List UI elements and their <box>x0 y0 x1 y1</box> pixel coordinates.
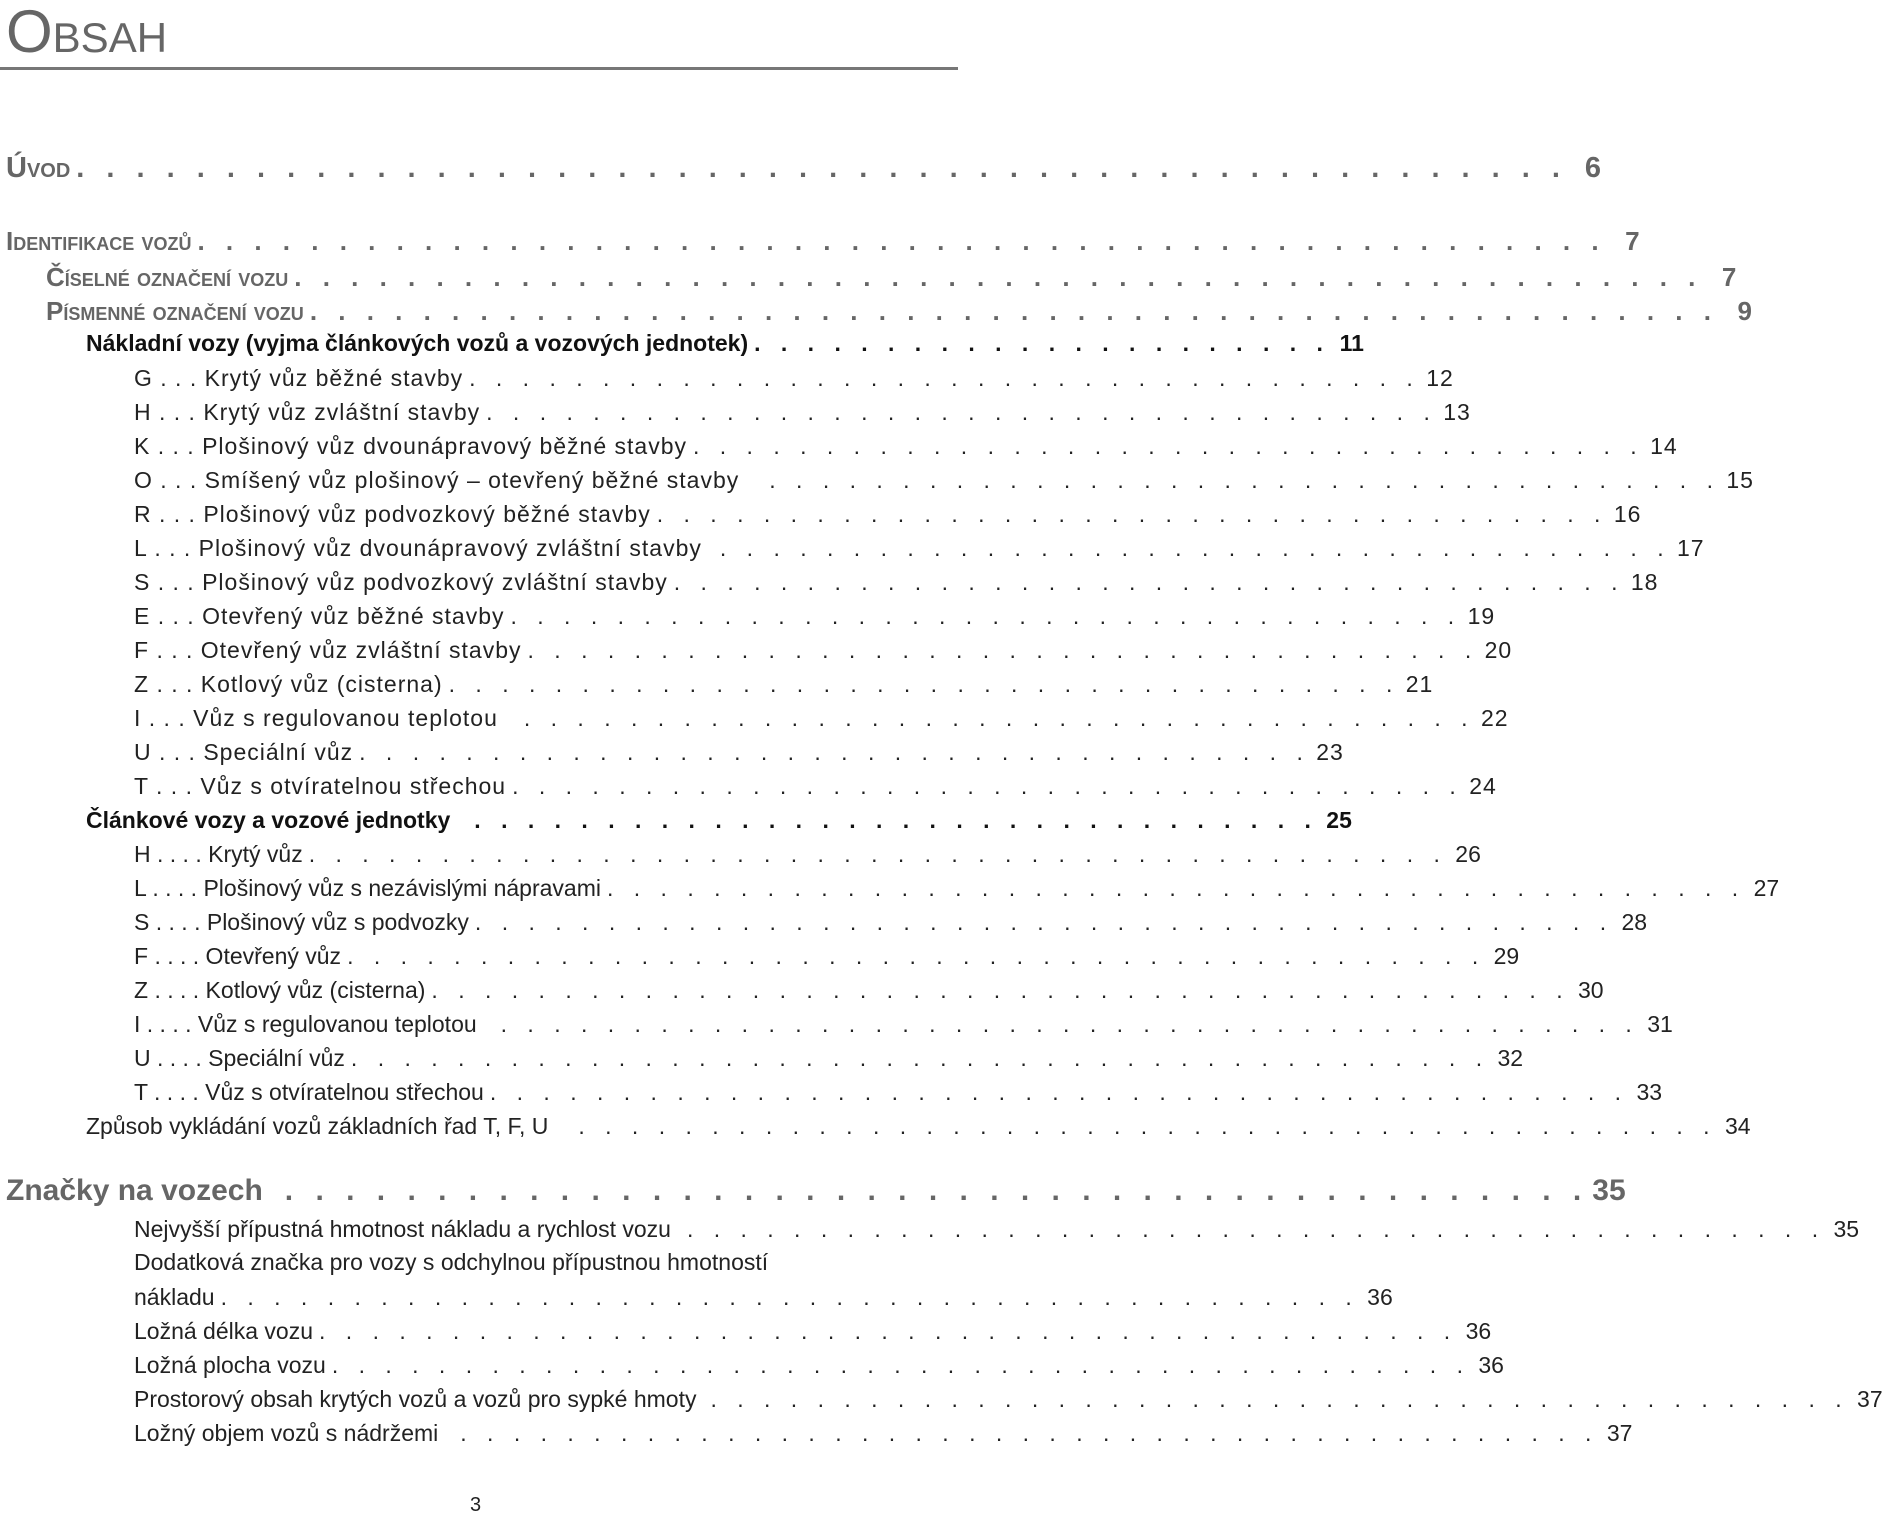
toc-page-number: 25 <box>1326 807 1352 833</box>
toc-page-number: 17 <box>1677 535 1705 561</box>
toc-leader: . . . . . . . . . . . . . . . . . . . . . . . . . . . . . . . . . . . . <box>693 433 1644 459</box>
toc-leader: . . . . . . . . . . . . . . . . . . . . . . . . . . . . . . . . . . . . <box>719 535 1671 561</box>
toc-leader: . . . . . . . . . . . . . . . . . . . . . . . . . . . . . . . . . . . . . . . . . . . <box>578 1113 1717 1139</box>
toc-page-number: 19 <box>1467 603 1496 629</box>
toc-leader: . . . . . . . . . . . . . . . . . . . . . . . . . . . . . . . . . . . . <box>656 501 1608 527</box>
toc-leader: . . . . . . . . . . . . . . . . . . . . . . . . . . . . . . . . . . . . <box>469 365 1420 391</box>
toc-entry-g[interactable] <box>134 365 1454 392</box>
toc-entry-h[interactable] <box>134 399 1471 426</box>
toc-leader: . . . . . . . . . . . . . . . . . . . . . . . . . . . . . . . . . . . . <box>359 739 1310 765</box>
toc-page-number: 24 <box>1469 773 1497 799</box>
toc-entry-identifikace[interactable] <box>6 226 1640 257</box>
toc-entry-text: U . . . Speciální vůz <box>134 739 354 765</box>
toc-page-number: 14 <box>1650 433 1678 459</box>
toc-entry-text: S . . . Plošinový vůz podvozkový zvláštní stavby <box>134 569 668 595</box>
toc-entry-dodatkova-line1[interactable]: Dodatková značka pro vozy s odchylnou přípustnou hmotností <box>134 1249 769 1275</box>
toc-entry-nejvyssi[interactable] <box>134 1216 1860 1243</box>
toc-leader: . . . . . . . . . . . . . . . . . . . . . . . . . . . . . . . . . . . . . . . . . . . . . . . . . . <box>309 296 1718 326</box>
toc-entry-text: U . . . . Speciální vůz <box>134 1045 345 1071</box>
toc-leader: . . . . . . . . . . . . . . . . . . . . . . . . . . . . . . . . . . . . . . . . . . . <box>331 1352 1470 1378</box>
toc-leader: . . . . . . . . . . . . . . . . . . . . . . . . . . . . . . . . . . . . . . . . . . . <box>460 1420 1599 1446</box>
toc-entry-cl-t[interactable] <box>134 1079 1663 1106</box>
toc-entry-zpusob[interactable] <box>86 1113 1751 1140</box>
toc-leader: . . . . . . . . . . . . . . . . . . . . . . . . . . . . . . . . . . . . . . . . . . . <box>308 841 1447 867</box>
toc-page-number: 7 <box>1721 262 1737 292</box>
toc-entry-text: Nákladní vozy (vyjma článkových vozů a vozových jednotek) <box>86 330 749 356</box>
toc-entry-nakladni-vozy[interactable] <box>86 330 1364 357</box>
toc-entry-cl-s[interactable] <box>134 909 1648 936</box>
toc-page-number: 18 <box>1630 569 1659 595</box>
toc-leader: . . . . . . . . . . . . . . . . . . . . . . . . . . . . . . . . . . . . . . . . . . . <box>500 1011 1639 1037</box>
toc-entry-o[interactable] <box>134 467 1754 494</box>
toc-entry-text: H . . . Krytý vůz zvláštní stavby <box>134 399 481 425</box>
toc-page-number: 28 <box>1621 909 1648 935</box>
toc-entry-text: Ložný objem vozů s nádržemi <box>134 1420 439 1446</box>
toc-entry-text: I . . . . Vůz s regulovanou teplotou <box>134 1011 477 1037</box>
toc-leader: . . . . . . . . . . . . . . . . . . . . . . . . . . . . . . . . . . . . <box>510 603 1462 629</box>
toc-entry-text: Značky na vozech <box>6 1174 263 1207</box>
toc-entry-text: R . . . Plošinový vůz podvozkový běžné stavby <box>134 501 651 527</box>
toc-leader: . . . . . . . . . . . . . . . . . . . . . . <box>754 330 1330 356</box>
toc-page-number: 12 <box>1426 365 1454 391</box>
page-number: 3 <box>470 1494 482 1516</box>
toc-page-number: 34 <box>1724 1113 1751 1139</box>
toc-page-number: 16 <box>1613 501 1642 527</box>
toc-entry-text: Písmenné označení vozu <box>46 296 304 326</box>
toc-leader: . . . . . . . . . . . . . . . . . . . . . . . . . . . . . . . . . . . . . . . . . . . <box>350 1045 1490 1071</box>
toc-entry-text: Z . . . Kotlový vůz (cisterna) <box>134 671 443 697</box>
page-title: Obsah <box>6 0 168 65</box>
toc-entry-t[interactable] <box>134 773 1497 800</box>
toc-leader: . . . . . . . . . . . . . . . . . . . . . . . . . . . . . . . . . . . . . . . . . . . <box>431 977 1570 1003</box>
toc-entry-r[interactable] <box>134 501 1642 528</box>
toc-page-number: 9 <box>1737 296 1752 326</box>
toc-page-number: 29 <box>1493 943 1520 969</box>
toc-page-number: 26 <box>1455 841 1481 867</box>
toc-leader: . . . . . . . . . . . . . . . . . . . . . . . . . . . . . . . . . . . . <box>486 399 1437 425</box>
toc-entry-text: Číselné označení vozu <box>46 262 289 292</box>
toc-page-number: 30 <box>1578 977 1604 1003</box>
toc-entry-clankove[interactable] <box>86 807 1352 834</box>
toc-page-number: 23 <box>1316 739 1344 765</box>
toc-page-number: 37 <box>1606 1420 1633 1446</box>
toc-entry-cl-z[interactable] <box>134 977 1604 1004</box>
toc-page-number: 37 <box>1857 1386 1883 1412</box>
toc-entry-text: Článkové vozy a vozové jednotky <box>86 807 451 833</box>
toc-entry-text: F . . . . Otevřený vůz <box>134 943 342 969</box>
toc-entry-z[interactable] <box>134 671 1434 698</box>
toc-entry-text: Ložná délka vozu <box>134 1318 314 1344</box>
toc-leader: . . . . . . . . . . . . . . . . . . . . . . . . . . . . . . . . . . . . . . . . . . . <box>710 1386 1849 1412</box>
toc-page-number: 22 <box>1480 705 1509 731</box>
toc-entry-prostorovy[interactable] <box>134 1386 1883 1413</box>
toc-entry-text: Prostorový obsah krytých vozů a vozů pro sypké hmoty <box>134 1386 697 1412</box>
toc-leader: . . . . . . . . . . . . . . . . . . . . . . . . . . . . . . . . . . . . . . . . . . . . . . . . . . <box>76 152 1567 184</box>
toc-entry-cl-u[interactable] <box>134 1045 1524 1072</box>
toc-page-number: 21 <box>1405 671 1434 697</box>
toc-entry-text: Úvod <box>6 152 71 184</box>
toc-entry-l[interactable] <box>134 535 1705 562</box>
toc-leader: . . . . . . . . . . . . . . . . . . . . . . . . . . . . . . . . . . . . . . . . . . . . . . . . . . <box>294 262 1703 292</box>
toc-leader: . . . . . . . . . . . . . . . . . . . . . . . . . . . . . . . . . . . . . . . . . . . <box>474 909 1614 935</box>
toc-entry-text: Způsob vykládání vozů základních řad T, F, U <box>86 1113 549 1139</box>
toc-entry-s[interactable] <box>134 569 1659 596</box>
toc-leader: . . . . . . . . . . . . . . . . . . . . . . . . . . . . . . . . . . . . . . . . . . . <box>347 943 1486 969</box>
toc-leader: . . . . . . . . . . . . . . . . . . . . . . . . . . . . . . . . . . . . . . . . . . . <box>489 1079 1629 1105</box>
toc-entry-u[interactable] <box>134 739 1344 766</box>
toc-leader: . . . . . . . . . . . . . . . . . . . . . . . . . . . . . . . . . . . . . . . . . . . <box>284 1174 1589 1207</box>
toc-entry-lozna-plocha[interactable] <box>134 1352 1504 1379</box>
toc-entry-text: I . . . Vůz s regulovanou teplotou <box>134 705 498 731</box>
toc-entry-dodatkova-line2[interactable] <box>134 1284 1393 1311</box>
toc-leader: . . . . . . . . . . . . . . . . . . . . . . . . . . . . . . . . . . . . <box>769 467 1720 493</box>
toc-page-number: 27 <box>1753 875 1780 901</box>
toc-entry-cl-f[interactable] <box>134 943 1520 970</box>
toc-page-number: 7 <box>1625 226 1640 256</box>
toc-entry-f[interactable] <box>134 637 1513 664</box>
toc-leader: . . . . . . . . . . . . . . . . . . . . . . . . . . . . . . . . . . . . <box>448 671 1400 697</box>
toc-entry-cl-i[interactable] <box>134 1011 1673 1038</box>
toc-page-number: 15 <box>1726 467 1754 493</box>
toc-page-number: 35 <box>1833 1216 1860 1242</box>
toc-entry-lozny-objem[interactable] <box>134 1420 1633 1447</box>
toc-page-number: 35 <box>1592 1174 1626 1207</box>
toc-entry-znacky[interactable] <box>6 1174 1626 1208</box>
toc-entry-text: L . . . . Plošinový vůz s nezávislými nápravami <box>134 875 601 901</box>
toc-leader: . . . . . . . . . . . . . . . . . . . . . . . . . . . . . . . . . . . . <box>673 569 1625 595</box>
toc-entry-text: L . . . Plošinový vůz dvounápravový zvláštní stavby <box>134 535 702 561</box>
toc-leader: . . . . . . . . . . . . . . . . . . . . . . . . . . . . . . . . . . . . <box>512 773 1463 799</box>
toc-leader: . . . . . . . . . . . . . . . . . . . . . . . . . . . . . . . . . . . . . . . . . . . <box>607 875 1746 901</box>
toc-entry-text: Identifikace vozů <box>6 226 192 256</box>
toc-entry-text: G . . . Krytý vůz běžné stavby <box>134 365 464 391</box>
toc-leader: . . . . . . . . . . . . . . . . . . . . . . . . . . . . . . . . . . . . <box>523 705 1475 731</box>
toc-entry-cl-l[interactable] <box>134 875 1780 902</box>
toc-leader: . . . . . . . . . . . . . . . . . . . . . . . . . . . . . . . . . . . . . . . . . . . <box>686 1216 1826 1242</box>
toc-leader: . . . . . . . . . . . . . . . . . . . . . . . . . . . . . . . . <box>474 807 1318 833</box>
toc-entry-text: T . . . Vůz s otvíratelnou střechou <box>134 773 507 799</box>
toc-entry-uvod[interactable] <box>6 152 1601 185</box>
toc-leader: . . . . . . . . . . . . . . . . . . . . . . . . . . . . . . . . . . . . . . . . . . . . . . . . . . <box>197 226 1606 256</box>
title-rule <box>0 67 958 70</box>
toc-page-number: 13 <box>1443 399 1471 425</box>
toc-entry-text: O . . . Smíšený vůz plošinový – otevřený běžné stavby <box>134 467 740 493</box>
toc-entry-text: F . . . Otevřený vůz zvláštní stavby <box>134 637 522 663</box>
toc-page-number: 31 <box>1647 1011 1673 1037</box>
toc-entry-text: K . . . Plošinový vůz dvounápravový běžné stavby <box>134 433 687 459</box>
toc-entry-ciselne[interactable] <box>46 262 1737 293</box>
toc-entry-text: H . . . . Krytý vůz <box>134 841 303 867</box>
toc-page-number: 36 <box>1465 1318 1492 1344</box>
toc-page-number: 20 <box>1484 637 1513 663</box>
toc-leader: . . . . . . . . . . . . . . . . . . . . . . . . . . . . . . . . . . . . . . . . . . . <box>220 1284 1359 1310</box>
toc-entry-text: Z . . . . Kotlový vůz (cisterna) <box>134 977 426 1003</box>
toc-page-number: 11 <box>1339 330 1364 356</box>
toc-entry-k[interactable] <box>134 433 1678 460</box>
toc-entry-pismenne[interactable] <box>46 296 1752 327</box>
toc-entry-lozna-delka[interactable] <box>134 1318 1492 1345</box>
toc-entry-i[interactable] <box>134 705 1509 732</box>
toc-page-number: 36 <box>1367 1284 1393 1310</box>
toc-leader: . . . . . . . . . . . . . . . . . . . . . . . . . . . . . . . . . . . . <box>527 637 1479 663</box>
toc-entry-text: E . . . Otevřený vůz běžné stavby <box>134 603 505 629</box>
toc-page-number: 33 <box>1636 1079 1663 1105</box>
toc-entry-text: nákladu <box>134 1284 215 1310</box>
toc-page-number: 36 <box>1478 1352 1504 1378</box>
toc-entry-text: Ložná plocha vozu <box>134 1352 326 1378</box>
toc-entry-text: S . . . . Plošinový vůz s podvozky <box>134 909 469 935</box>
toc-entry-text: Nejvyšší přípustná hmotnost nákladu a rychlost vozu <box>134 1216 671 1242</box>
toc-entry-e[interactable] <box>134 603 1496 630</box>
toc-page-number: 6 <box>1584 152 1601 184</box>
toc-entry-text: T . . . . Vůz s otvíratelnou střechou <box>134 1079 484 1105</box>
toc-entry-cl-h[interactable] <box>134 841 1481 868</box>
toc-leader: . . . . . . . . . . . . . . . . . . . . . . . . . . . . . . . . . . . . . . . . . . . <box>319 1318 1458 1344</box>
toc-page-number: 32 <box>1497 1045 1524 1071</box>
